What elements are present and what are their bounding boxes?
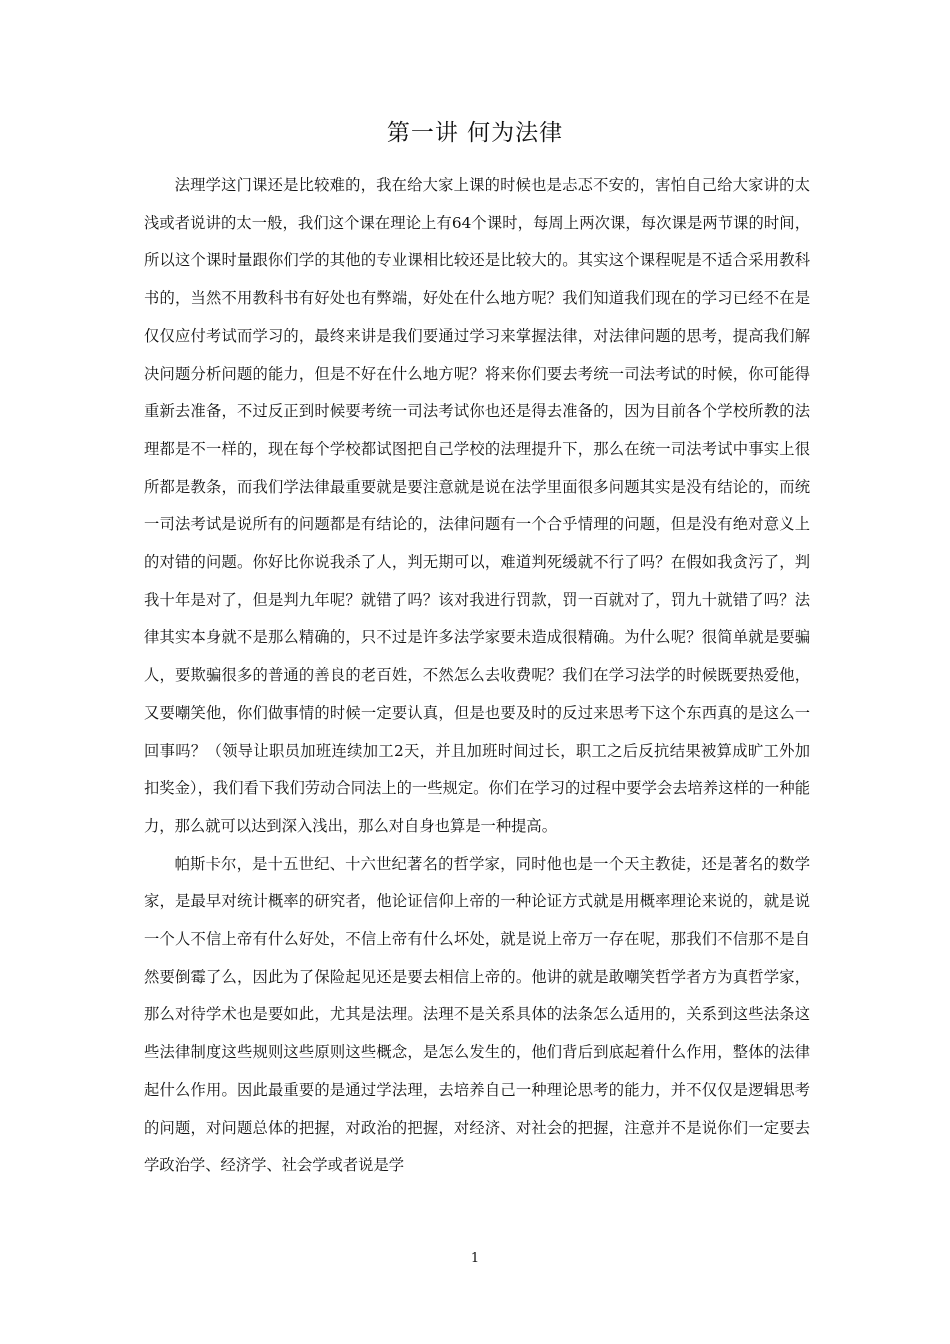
paragraph-2: 帕斯卡尔，是十五世纪、十六世纪著名的哲学家，同时他也是一个天主教徒，还是著名的数学家，是最早对统计概率的研究者，他论证信仰上帝的一种论证方式就是用概率理论来说的，就是说一个人不信上帝有什么好处，不信上帝有什么坏处，就是说上帝万一存在呢，那我们不信那不是自然要倒霉了么，因此为了保险起见还是要去相信上帝的。他讲的就是敢嘲笑哲学者方为真哲学家，那么对待学术也是要如此，尤其是法理。法理不是关系具体的法条怎么适用的，关系到这些法条这些法律制度这些规则这些原则这些概念，是怎么发生的，他们背后到底起着什么作用，整体的法律起什么作用。因此最重要的是通过学法理，去培养自己一种理论思考的能力，并不仅仅是逻辑思考的问题，对问题总体的把握，对政治的把握，对经济、对社会的把握，注意并不是说你们一定要去学政治学、经济学、社会学或者说是学 xyxy=(144,854,810,1175)
page-number: 1 xyxy=(470,1251,480,1266)
body-text xyxy=(144,167,810,1185)
page-title: 第一讲 何为法律 xyxy=(386,120,564,146)
paragraph-1: 法理学这门课还是比较难的，我在给大家上课的时候也是忐忑不安的，害怕自己给大家讲的太浅或者说讲的太一般，我们这个课在理论上有64个课时，每周上两次课，每次课是两节课的时间，所以这个课时量跟你们学的其他的专业课相比较还是比较大的。其实这个课程呢是不适合采用教科书的，当然不用教科书有好处也有弊端，好处在什么地方呢？我们知道我们现在的学习已经不在是仅仅应付考试而学习的，最终来讲是我们要通过学习来掌握法律，对法律问题的思考，提高我们解决问题分析问题的能力，但是不好在什么地方呢？将来你们要去考统一司法考试的时候，你可能得重新去准备，不过反正到时候要考统一司法考试你也还是得去准备的，因为目前各个学校所教的法理都是不一样的，现在每个学校都试图把自己学校的法理提升下，那么在统一司法考试中事实上很所都是教条，而我们学法律最重要就是要注意就是说在法学里面很多问题其实是没有结论的，而统一司法考试是说所有的问题都是有结论的，法律问题有一个合乎情理的问题，但是没有绝对意义上的对错的问题。你好比你说我杀了人，判无期可以，难道判死缓就不行了吗？在假如我贪污了，判我十年是对了，但是判九年呢？就错了吗？该对我进行罚款，罚一百就对了，罚九十就错了吗？法律其实本身就不是那么精确的，只不过是许多法学家要未造成很精确。为什么呢？很简单就是要骗人，要欺骗很多的普通的善良的老百姓，不然怎么去收费呢？我们在学习法学的时候既要热爱他，又要嘲笑他，你们做事情的时候一定要认真，但是也要及时的反过来思考下这个东西真的是这么一回事吗？（领导让职员加班连续加工2天，并且加班时间过长，职工之后反抗结果被算成旷工外加扣奖金），我们看下我们劳动合同法上的一些规定。你们在学习的过程中要学会去培养这样的一种能力，那么就可以达到深入浅出，那么对自身也算是一种提高。 xyxy=(144,176,810,835)
